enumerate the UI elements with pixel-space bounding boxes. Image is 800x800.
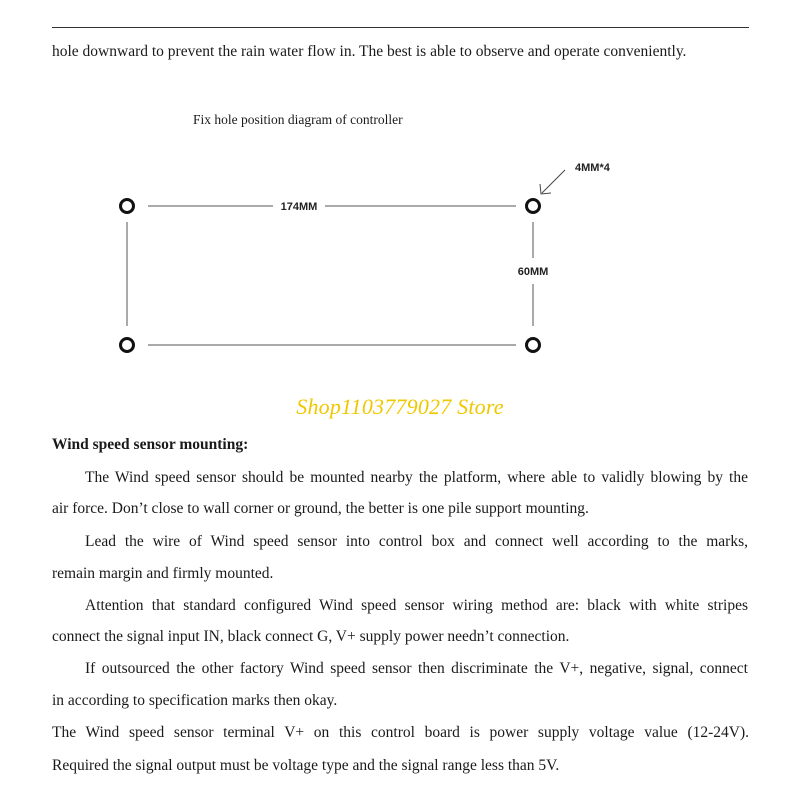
section-heading: Wind speed sensor mounting:	[52, 436, 249, 453]
paragraph-line: remain margin and firmly mounted.	[52, 565, 274, 582]
hole-bottom-right	[527, 339, 540, 352]
paragraph-line: The Wind speed sensor terminal V+ on this control board is power supply voltage value (12-24V).	[52, 724, 749, 741]
paragraph-line: The Wind speed sensor should be mounted nearby the platform, where able to validly blowing by the	[85, 469, 748, 486]
hole-top-right	[527, 200, 540, 213]
paragraph-line: air force. Don’t close to wall corner or ground, the better is one pile support mounting.	[52, 500, 589, 517]
hole-bottom-left	[121, 339, 134, 352]
top-paragraph-line: hole downward to prevent the rain water flow in. The best is able to observe and operate conveniently.	[52, 43, 687, 60]
paragraph-line: connect the signal input IN, black connect G, V+ supply power needn’t connection.	[52, 628, 570, 645]
paragraph-line: If outsourced the other factory Wind speed sensor then discriminate the V+, negative, signal, connect	[85, 660, 748, 677]
hole-arrow-head	[540, 184, 551, 194]
hole-arrow	[542, 170, 565, 193]
store-watermark: Shop1103779027 Store	[296, 394, 504, 419]
paragraph-line: in according to specification marks then okay.	[52, 692, 338, 709]
paragraph-line: Required the signal output must be voltage type and the signal range less than 5V.	[52, 757, 560, 774]
hole-size-label: 4MM*4	[575, 162, 610, 174]
paragraph-line: Attention that standard configured Wind speed sensor wiring method are: black with white stripes	[85, 597, 748, 614]
height-label: 60MM	[517, 266, 549, 278]
paragraph-line: Lead the wire of Wind speed sensor into control box and connect well according to the marks,	[85, 533, 748, 550]
hole-top-left	[121, 200, 134, 213]
header-rule	[52, 27, 749, 28]
width-label: 174MM	[280, 201, 318, 213]
diagram-caption: Fix hole position diagram of controller	[193, 112, 403, 127]
